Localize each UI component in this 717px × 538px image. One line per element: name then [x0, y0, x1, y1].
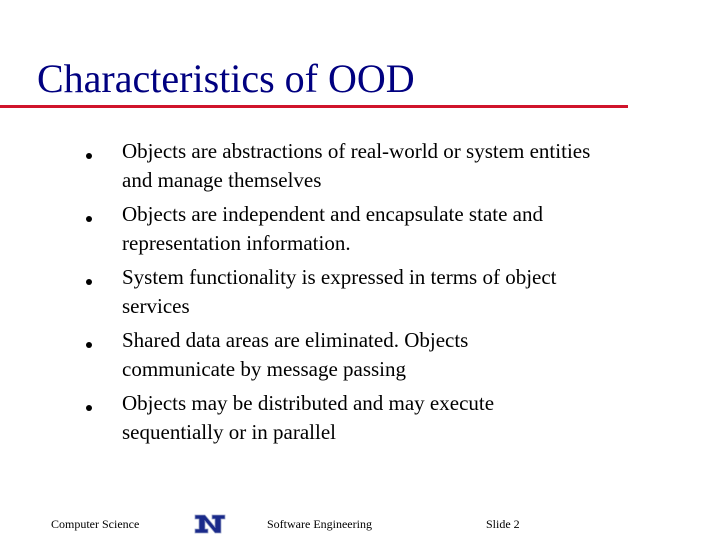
title-underline	[0, 105, 628, 108]
bullet-dot-icon	[86, 279, 92, 285]
bullet-line: Objects may be distributed and may execute	[122, 391, 495, 415]
bullet-line: Objects are abstractions of real-world or system entities	[122, 139, 591, 163]
bullet-dot-icon	[86, 342, 92, 348]
bullet-dot-icon	[86, 216, 92, 222]
footer-department: Computer Science	[51, 517, 140, 531]
footer-course: Software Engineering	[267, 517, 372, 531]
footer-slide-number: Slide 2	[486, 517, 520, 531]
bullet-line: Shared data areas are eliminated. Objects	[122, 328, 469, 352]
bullet-line: services	[122, 294, 190, 318]
bullet-dot-icon	[86, 405, 92, 411]
slide-footer	[0, 512, 717, 536]
bullet-line: and manage themselves	[122, 168, 322, 192]
bullet-line: sequentially or in parallel	[122, 420, 337, 444]
bullet-line: System functionality is expressed in terms of object	[122, 265, 557, 289]
bullet-line: representation information.	[122, 231, 351, 255]
bullet-dot-icon	[86, 153, 92, 159]
nebraska-n-logo-icon	[193, 512, 227, 536]
bullet-line: communicate by message passing	[122, 357, 407, 381]
slide-title: Characteristics of OOD	[37, 56, 415, 101]
bullet-line: Objects are independent and encapsulate state and	[122, 202, 543, 226]
